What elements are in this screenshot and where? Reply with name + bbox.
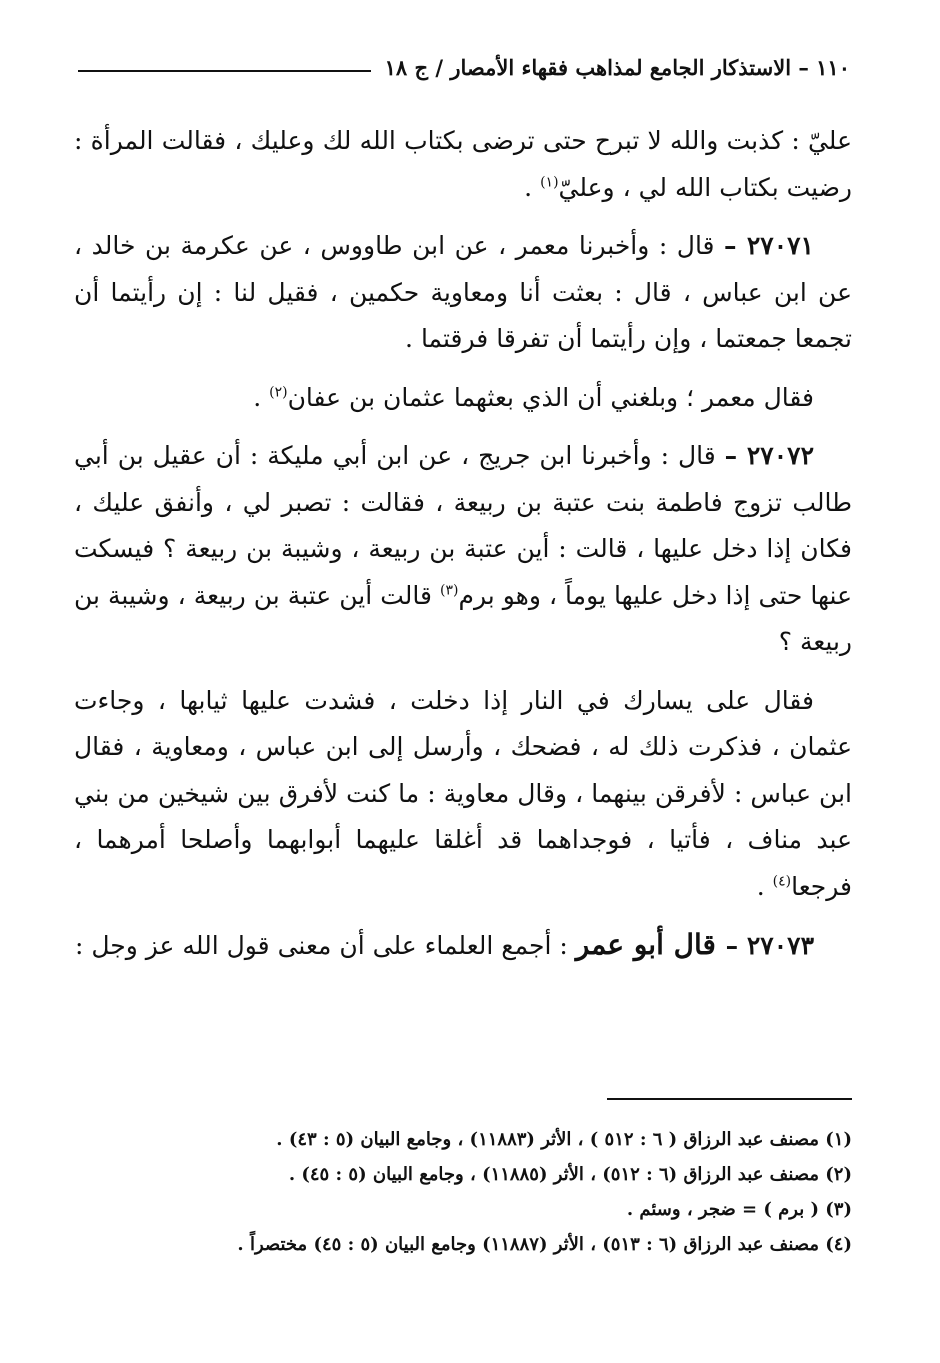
paragraph-27072-text-2: قالت أين عتبة بن ربيعة ، وشيبة بن ربيعة ؟ [74,580,852,656]
paragraph-1-end: . [524,172,541,202]
footnote-ref-3[interactable]: (٣) [440,582,459,599]
paragraph-muammar-end: . [253,382,270,412]
paragraph-story-text: فقال على يسارك في النار إذا دخلت ، فشدت عليها ثيابها ، وجاءت عثمان ، فذكرت ذلك له ، فضحك ، وأرسل إلى ابن عباس ، ومعاوية ، فقال ابن عباس : لأفرقن بينهما ، وقال معاوية : ما كنت لأفرق بين شيخين من بني عبد مناف ، فأتيا ، فوجداهما قد أغلقا عليهما أبوابهما وأصلحا أمرهما ، فرجعا [74,685,852,901]
main-text [74,118,852,970]
hadith-number-27072: ٢٧٠٧٢ – [724,441,814,470]
hadith-number-27071: ٢٧٠٧١ – [724,231,814,260]
paragraph-27073 [74,922,852,970]
header-rule [78,70,371,72]
paragraph-1 [74,118,852,211]
footnote-1: (١) مصنف عبد الرزاق ( ٦ : ٥١٢ ) ، الأثر (١١٨٨٣) ، وجامع البيان (٥ : ٤٣) . [276,1129,852,1150]
footnote-3: (٣) ( برم ) = ضجر ، وسئم . [626,1199,852,1220]
footnotes [90,1122,852,1262]
page-header [78,55,850,80]
paragraph-27071 [74,223,852,363]
running-header: ١١٠ – الاستذكار الجامع لمذاهب فقهاء الأمصار / ج ١٨ [384,55,850,80]
paragraph-27072 [74,433,852,666]
paragraph-muammar-text: فقال معمر ؛ وبلغني أن الذي بعثهما عثمان بن عفان [287,382,814,412]
paragraph-27071-text: قال : وأخبرنا معمر ، عن ابن طاووس ، عن عكرمة بن خالد ، عن ابن عباس ، قال : بعثت أنا ومعاوية حكمين ، فقيل لنا : إن رأيتما أن تجمعا جمعتما ، وإن رأيتما أن تفرقا فرقتما . [74,231,852,353]
paragraph-muammar [74,375,852,422]
paragraph-story [74,678,852,911]
paragraph-story-end: . [756,871,773,901]
abu-umar-heading: قال أبو عمر [575,928,726,961]
paragraph-1-text: عليّ : كذبت والله لا تبرح حتى ترضى بكتاب الله لك وعليك ، فقالت المرأة : رضيت بكتاب الله لي ، وعليّ [74,126,852,202]
footnote-ref-4[interactable]: (٤) [772,873,792,890]
footnote-ref-2[interactable]: (٢) [269,384,288,401]
paragraph-27073-text: : أجمع العلماء على أن معنى قول الله عز وجل : [74,931,576,960]
footnote-2: (٢) مصنف عبد الرزاق (٦ : ٥١٢) ، الأثر (١١٨٨٥) ، وجامع البيان (٥ : ٤٥) . [288,1164,852,1185]
paragraph-27072-text-1: قال : وأخبرنا ابن جريج ، عن ابن أبي مليكة : أن عقيل بن أبي طالب تزوج فاطمة بنت عتبة بن ربيعة ، فقالت : تصبر لي ، وأنفق عليك ، فكان إذا دخل عليها ، قالت : أين عتبة بن ربيعة ، وشيبة بن ربيعة ؟ فيسكت عنها حتى إذا دخل عليها يوماً ، وهو برم [74,441,852,610]
footnote-ref-1[interactable]: (١) [540,174,559,191]
footnote-4: (٤) مصنف عبد الرزاق (٦ : ٥١٣) ، الأثر (١١٨٨٧) وجامع البيان (٥ : ٤٥) مختصراً . [237,1234,852,1255]
hadith-number-27073: ٢٧٠٧٣ – [725,931,814,960]
footnote-separator [607,1098,852,1100]
